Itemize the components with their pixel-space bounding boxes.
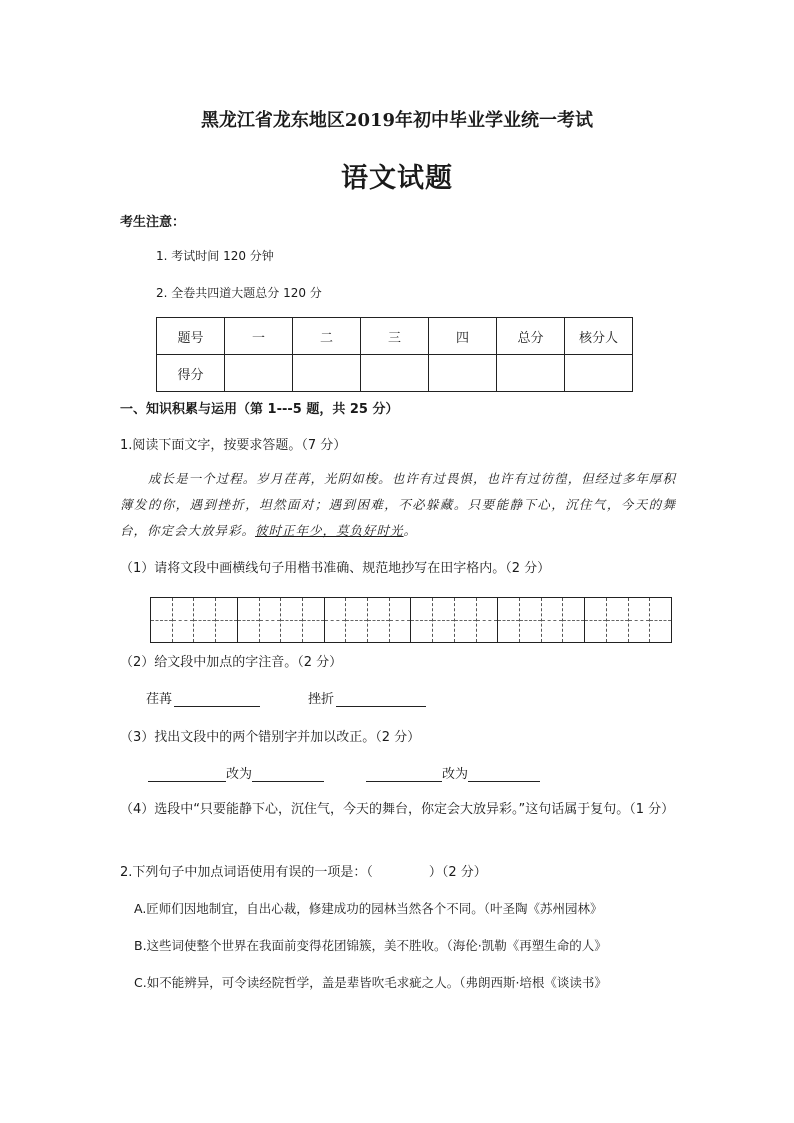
wrong-char-blank-2[interactable] (366, 767, 442, 782)
notice-label: 考生注意： (120, 215, 186, 230)
right-char-blank-2[interactable] (468, 767, 540, 782)
question-1-sub-2: （2）给文段中加点的字注音。（2 分） (120, 655, 343, 670)
question-1-sub-4: （4）选段中“只要能静下心，沉住气，今天的舞台，你定会大放异彩。”这句话属于复句。（1 分） (120, 802, 675, 817)
reading-passage (120, 466, 676, 544)
score-cell[interactable] (361, 355, 429, 392)
passage-end: 。 (403, 523, 418, 538)
grid-block (498, 597, 585, 643)
score-table (156, 317, 633, 392)
score-cell[interactable] (565, 355, 633, 392)
grid-cell[interactable] (498, 598, 519, 642)
grid-cell[interactable] (280, 598, 302, 642)
pinyin-answer-blank-2[interactable] (336, 692, 426, 707)
score-table-header-row (157, 318, 633, 355)
option-c: C.如不能辨异，可令读经院哲学，盖是辈皆吹毛求疵之人。（弗朗西斯·培根《谈读书》 (134, 975, 607, 990)
grid-cell[interactable] (302, 598, 324, 642)
pinyin-item-1 (146, 688, 260, 707)
question-2-prompt-end: ）（2 分） (428, 865, 487, 880)
score-cell[interactable] (293, 355, 361, 392)
score-cell[interactable] (429, 355, 497, 392)
question-2-prompt (120, 861, 487, 880)
correction-pair-2 (366, 763, 540, 782)
option-a: A.匠师们因地制宜，自出心裁，修建成功的园林当然各个不同。（叶圣陶《苏州园林》 (134, 901, 603, 916)
grid-cell[interactable] (193, 598, 215, 642)
grid-cell[interactable] (476, 598, 498, 642)
grid-block (150, 597, 238, 643)
grid-cell[interactable] (151, 598, 172, 642)
section-1-title: 一、知识积累与运用（第 1---5 题，共 25 分） (120, 402, 399, 417)
grid-cell[interactable] (606, 598, 628, 642)
question-2-prompt-start: 2.下列句子中加点词语使用有误的一项是：（ (120, 865, 373, 880)
grid-cell[interactable] (454, 598, 476, 642)
passage-text: 成长是一个过程。岁月荏苒，光阴如梭。也许有过畏惧，也许有过彷徨，但经过多年厚积簿发的你，遇到挫折，坦然面对；遇到困难，不必躲藏。只要能静下心，沉住气，今天的舞台，你定会大放异彩。 (120, 471, 676, 538)
score-cell[interactable] (497, 355, 565, 392)
grid-cell[interactable] (259, 598, 281, 642)
question-1-sub-1: （1）请将文段中画横线句子用楷书准确、规范地抄写在田字格内。（2 分） (120, 561, 551, 576)
grid-cell[interactable] (649, 598, 671, 642)
score-header-cell: 二 (293, 318, 361, 355)
grid-cell[interactable] (238, 598, 259, 642)
score-header-cell: 三 (361, 318, 429, 355)
score-header-cell: 核分人 (565, 318, 633, 355)
correction-pair-1 (148, 763, 324, 782)
grid-block (585, 597, 672, 643)
score-header-cell: 题号 (157, 318, 225, 355)
grid-cell[interactable] (432, 598, 454, 642)
score-header-cell: 一 (225, 318, 293, 355)
pinyin-word-2: 挫折 (308, 692, 335, 707)
score-row-label: 得分 (157, 355, 225, 392)
grid-cell[interactable] (628, 598, 650, 642)
grid-cell[interactable] (585, 598, 606, 642)
tianzige-grid[interactable] (150, 597, 672, 643)
grid-block (411, 597, 498, 643)
notice-item-score: 2. 全卷共四道大题总分 120 分 (156, 286, 322, 300)
pinyin-answer-blank-1[interactable] (174, 692, 260, 707)
right-char-blank-1[interactable] (252, 767, 324, 782)
score-cell[interactable] (225, 355, 293, 392)
grid-cell[interactable] (325, 598, 346, 642)
grid-block (238, 597, 325, 643)
correct-label-2: 改为 (442, 767, 469, 782)
question-1-sub-3: （3）找出文段中的两个错别字并加以改正。（2 分） (120, 730, 421, 745)
pinyin-word-1: 荏苒 (146, 692, 173, 707)
passage-underlined-sentence: 彼时正年少，莫负好时光 (255, 523, 404, 538)
grid-cell[interactable] (541, 598, 563, 642)
grid-block (325, 597, 412, 643)
correct-label-1: 改为 (226, 767, 253, 782)
score-header-cell: 总分 (497, 318, 565, 355)
score-table-score-row (157, 355, 633, 392)
pinyin-item-2 (308, 688, 426, 707)
grid-cell[interactable] (562, 598, 584, 642)
question-1-prompt: 1.阅读下面文字，按要求答题。（7 分） (120, 438, 347, 453)
grid-cell[interactable] (519, 598, 541, 642)
grid-cell[interactable] (215, 598, 237, 642)
grid-cell[interactable] (367, 598, 389, 642)
grid-cell[interactable] (172, 598, 194, 642)
exam-subtitle: 黑龙江省龙东地区2019年初中毕业学业统一考试 (200, 110, 594, 131)
grid-cell[interactable] (345, 598, 367, 642)
exam-title: 语文试题 (341, 163, 453, 194)
grid-cell[interactable] (389, 598, 411, 642)
score-header-cell: 四 (429, 318, 497, 355)
grid-cell[interactable] (411, 598, 432, 642)
option-b: B.这些词使整个世界在我面前变得花团锦簇，美不胜收。（海伦·凯勒《再塑生命的人》 (134, 938, 607, 953)
wrong-char-blank-1[interactable] (148, 767, 226, 782)
notice-item-time: 1. 考试时间 120 分钟 (156, 249, 274, 263)
